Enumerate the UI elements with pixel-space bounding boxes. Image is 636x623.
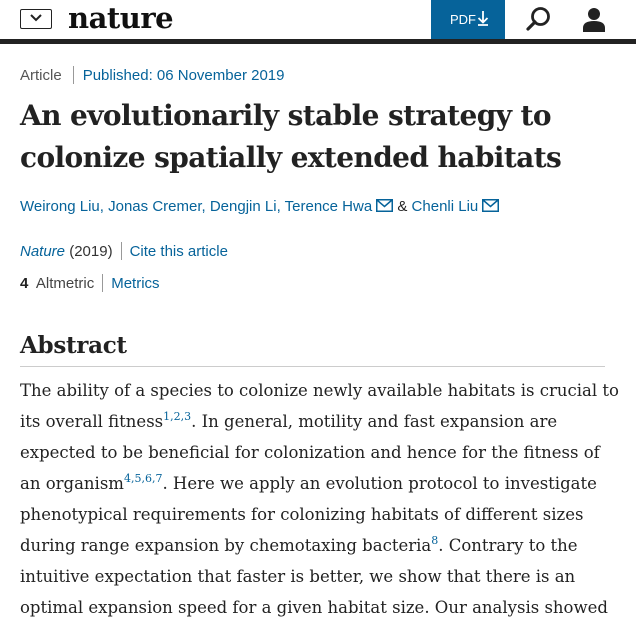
reference-link[interactable]: 1,2,3 [163,410,192,423]
abstract-heading: Abstract [20,332,127,359]
site-header [0,0,636,39]
abstract-line: The ability of a species to colonize newly available habitats is crucial to [20,381,619,400]
author-ampersand: & [397,198,408,215]
abstract-rule [20,366,605,367]
search-icon [525,6,552,33]
article-type: Article [20,67,62,84]
author-link[interactable]: Weirong Liu [20,198,100,215]
author-link[interactable]: Dengjin Li [209,198,277,215]
divider [121,242,122,260]
metrics-link[interactable]: Metrics [111,275,160,292]
abstract-line: an organism$^{4,5,6,7}$. Here we apply an evolution protocol to investigate [20,472,597,493]
search-button[interactable] [525,6,552,38]
user-icon [582,7,606,32]
chevron-down-icon [30,14,42,22]
article-meta [20,66,284,84]
reference-link[interactable]: 4,5,6,7 [123,472,163,485]
download-pdf-button[interactable] [431,0,505,39]
citation-row [20,242,228,260]
abstract-line: optimal expansion speed for a given habitat size. Our analysis showed [20,598,608,617]
mail-icon[interactable] [376,199,393,212]
altmetric-count: 4 [20,275,29,292]
divider [102,274,103,292]
metrics-row [20,274,160,292]
altmetric-label[interactable]: Altmetric [35,275,95,292]
abstract-line: intuitive expectation that faster is better, we show that there is an [20,567,576,586]
author-link[interactable]: Terence Hwa [284,198,373,215]
article-title: An evolutionarily stable strategy to colonize spatially extended habitats [20,99,562,174]
journal-link[interactable]: Nature [20,243,66,260]
download-icon [477,10,489,26]
divider [73,66,74,84]
nature-logo[interactable]: nature [68,1,174,35]
abstract-line: during range expansion by chemotaxing bacteria$^8$. Contrary to the [20,534,578,555]
cite-article-link[interactable]: Cite this article [129,243,228,260]
author-list: Weirong Liu, Jonas Cremer, Dengjin Li, Terence Hwa & Chenli Liu [20,198,499,215]
pdf-label: PDF [450,12,476,27]
published-date: Published: 06 November 2019 [82,67,285,84]
abstract-text [20,375,619,623]
account-button[interactable] [582,7,606,37]
reference-link[interactable]: 8 [431,534,439,547]
menu-button[interactable] [20,9,52,29]
header-rule [0,39,636,44]
abstract-line: its overall fitness$^{1,2,3}$. In general, motility and fast expansion are [20,410,558,431]
journal-year: (2019) [69,243,113,260]
mail-icon[interactable] [482,199,499,212]
abstract-line: expected to be beneficial for colonization and hence for the fitness of [20,443,600,462]
author-link[interactable]: Jonas Cremer [108,198,202,215]
abstract-line: phenotypical requirements for colonizing habitats of different sizes [20,505,584,524]
author-link[interactable]: Chenli Liu [411,198,479,215]
